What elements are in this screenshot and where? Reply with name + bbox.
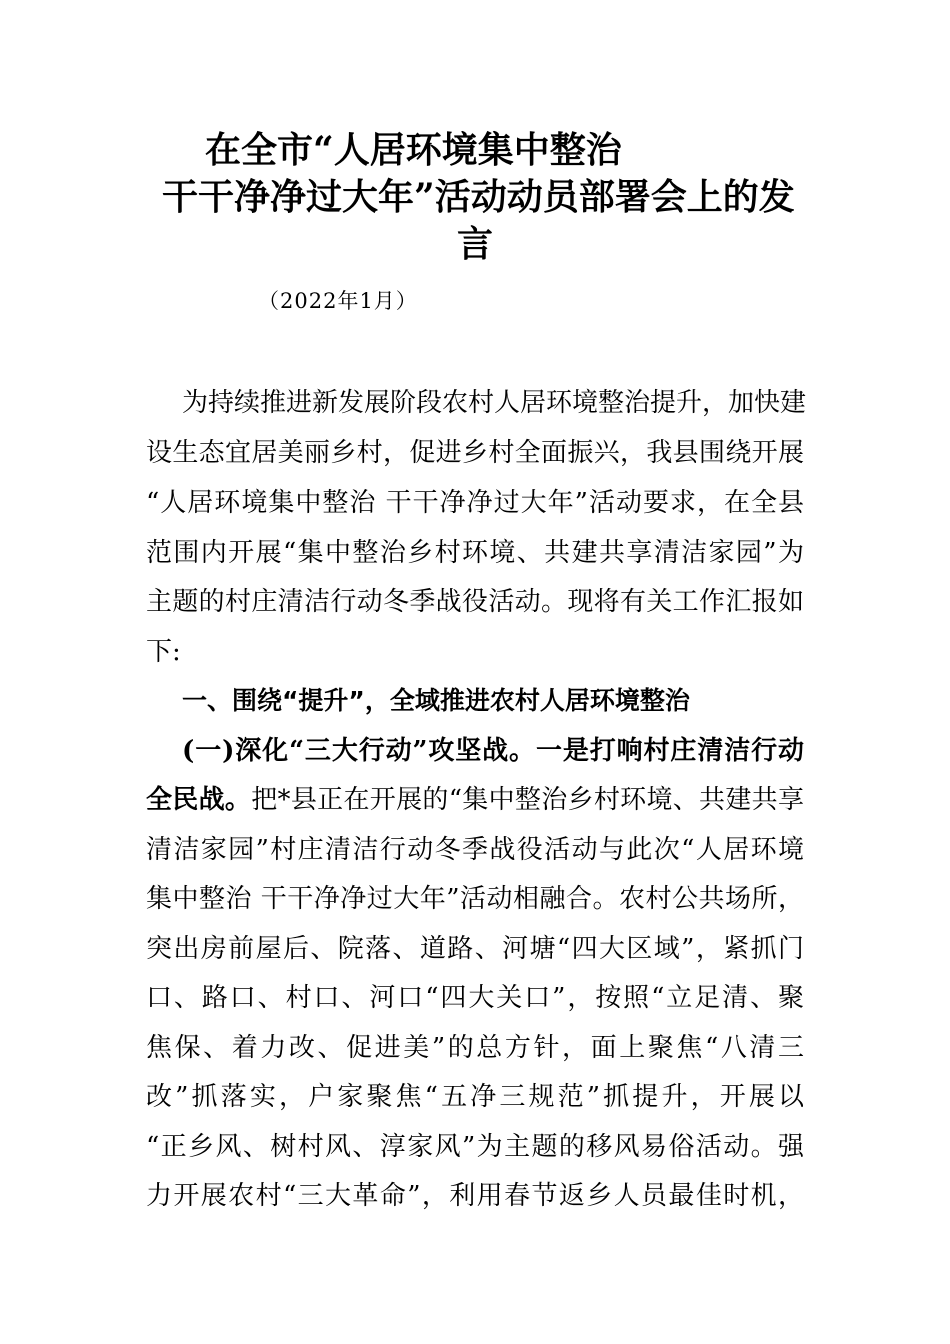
paragraph-line: 范围内开展“集中整治乡村环境、共建共享清洁家园”为 xyxy=(146,538,804,568)
subsection-lead: (一)深化“三大行动”攻坚战。一是打响村庄清洁行动 xyxy=(182,736,804,766)
paragraph-line: 焦保、着力改、促进美”的总方针，面上聚焦“八清三 xyxy=(146,1033,804,1063)
line-rest: 把*县正在开展的“集中整治乡村环境、共建共享 xyxy=(251,785,804,815)
section-heading: 一、围绕“提升”，全域推进农村人居环境整治 xyxy=(182,686,690,715)
paragraph-line: 主题的村庄清洁行动冬季战役活动。现将有关工作汇报如 xyxy=(146,587,804,617)
paragraph-line: “正乡风、树村风、淳家风”为主题的移风易俗活动。强 xyxy=(146,1132,804,1162)
paragraph-line: 改”抓落实，户家聚焦“五净三规范”抓提升，开展以 xyxy=(146,1082,804,1112)
paragraph-line: 集中整治 干干净净过大年”活动相融合。农村公共场所， xyxy=(146,884,804,914)
title-line-1: 在全市“人居环境集中整治 xyxy=(205,129,622,171)
paragraph-line: 下: xyxy=(146,637,181,667)
title-line-2: 干干净净过大年”活动动员部署会上的发 xyxy=(162,176,795,218)
paragraph-line: 设生态宜居美丽乡村，促进乡村全面振兴，我县围绕开展 xyxy=(146,438,804,468)
paragraph-line: 力开展农村“三大革命”，利用春节返乡人员最佳时机， xyxy=(146,1181,804,1211)
paragraph-line: 突出房前屋后、院落、道路、河塘“四大区域”，紧抓门 xyxy=(146,934,804,964)
subsection-line-mixed xyxy=(146,780,804,820)
title-line-3: 言 xyxy=(456,223,493,265)
document-date: （2022年1月） xyxy=(258,289,418,313)
paragraph-line: 为持续推进新发展阶段农村人居环境整治提升，加快建 xyxy=(182,388,807,418)
paragraph-line: 口、路口、村口、河口“四大关口”，按照“立足清、聚 xyxy=(146,983,804,1013)
bold-phrase: 全民战。 xyxy=(146,785,252,815)
paragraph-line: 清洁家园”村庄清洁行动冬季战役活动与此次“人居环境 xyxy=(146,835,804,865)
paragraph-line: “人居环境集中整治 干干净净过大年”活动要求，在全县 xyxy=(146,488,804,518)
